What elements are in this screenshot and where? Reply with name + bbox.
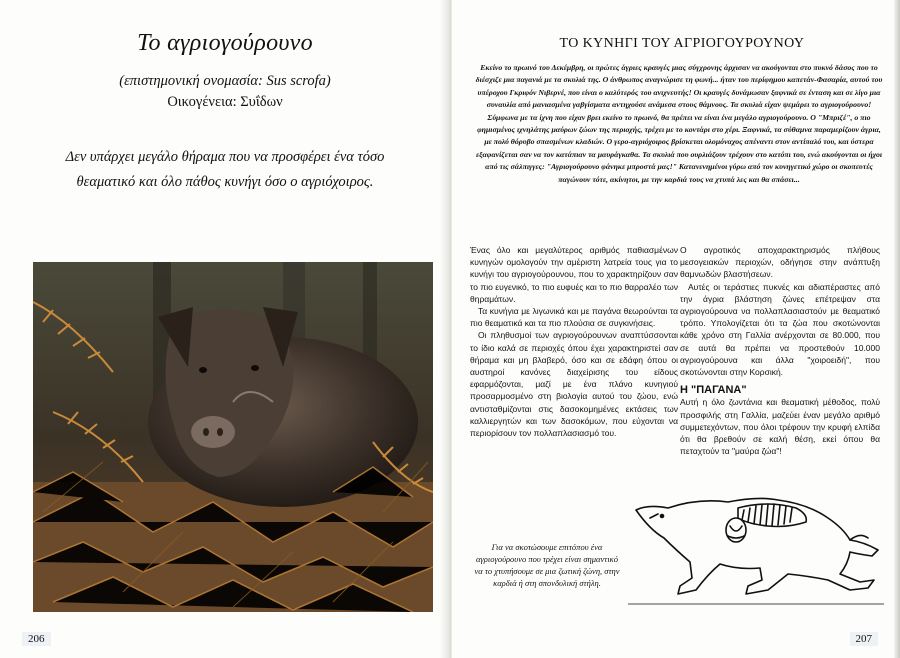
page-number-right: 207 [850,632,879,646]
boar-anatomy-drawing [628,478,884,608]
figure-caption: Για να σκοτώσουμε επιτόπου ένα αγριογούρουνο που τρέχει είναι σημαντικό να το χτυπήσουμε σε μια ζωτική ζώνη, στην καρδιά ή στη σπονδυλική στήλη. [474,542,620,588]
paragraph: Ο αγροτικός αποχαρακτηρισμός πλήθους μεσογειακών περιοχών, οδήγησε στην ανάπτυξη θαμνωδών βλαστήσεων. [680,245,880,280]
wild-boar-photo [33,262,433,612]
text-column-2 [680,244,880,457]
intro-paragraph: Εκείνο το πρωινό του Δεκέμβρη, οι πρώτες άγριες κραυγές μιας σύγχρονης άρχισαν να ακούγονται στο πυκνό δάσος που το διέσχιζε μια παγανιά με τα σκυλιά της. Ο άνθρωπος αναγνώρισε τη φωνή... ήταν του περίφημου καπετάν-Φασαρία, αυτού του υπέροχου Γκριφόν Νιβερνέ, που είναι ο καλύτερός του ανιχνευτής! Οι κραυγές δυνάμωσαν ξαφνικά σε ένταση και σε λίγο μια συναυλία από μανιασμένα γαβγίσματα αντηχούσε ανάμεσα στους θάμνους. Τα σκυλιά είχαν ψεμάρει το αγριογούρουνο! Σύμφωνα με τα ίχνη που είχαν βρει εκείνο το πρωινό, θα πρέπει να είναι ένα μεγάλο αγριογούρουνο. Ο "Μπριζέ", ο πιο φημισμένος ιχνηλάτης μαύρων ζώων της περιοχής, τρέχει με το κοντάρι στο χέρι. Ξαφνικά, τα σύθαμνα παραμερίζουν άγρια, με πολύ θόρυβο σπασμένων κλαδιών. Ο γερο-αγριόχοιρος βρίσκεται ολομόναχος απέναντι στον αντίπαλό του, και ύστερα εξαφανίζεται σαν να τον κατάπιαν τα μαυράγκαθα. Τα σκυλιά που ουρλιάζουν τρέχουν στο κατόπι του, ενώ ακούγονται οι ήχοι από τις σάλπιγγες: "Αγριογούρουνο φάνηκε μπροστά μας!" Κατανενημένοι γύρω από τον κυνηγετικό χώρο οι σκοπευτές παγώνουν τότε, ακίνητοι, με την καρδιά τους να χτυπά λες και θα σπάσει... [475,63,883,184]
paragraph: Οι πληθυσμοί των αγριογούρουνων αναπτύσσονται το ίδιο καλά σε περιοχές όπου έχει χαρακτηριστεί σαν θήραμα και μη βλαβερό, όσο και σε εδάφη όπου οι αυστηροί κανόνες διαχείρισης του είδους εφαρμόζονται, μαζί με ένα πλάνο κυνηγιού προσαρμοσμένο στη βιολογία αυτού του ζώου, ενώ αντισταθμίζονται στις δασοκομημένες εκτάσεις των καλλιεργητών και των δασοκόμων, που εύχονται να περιορίσουν τον πολλαπλασιασμό του. [470,330,678,439]
paragraph: Ένας όλο και μεγαλύτερος αριθμός παθιασμένων κυνηγών ομολογούν την αμέριστη λατρεία τους για το κυνήγι του αγριογούρουνου, που το χαρακτηρίζουν σαν το πιο ευγενικό, το πιο ευφυές και το πιο θαρραλέο των θηραμάτων. [470,245,678,304]
paragraph: Αυτές οι τεράστιες πυκνές και αδιαπέραστες από την άγρια βλάστηση ζώνες επέτρεψαν στα αγριογούρουνα να πολλαπλασιαστούν με θεαματικό τρόπο. Υπολογίζεται ότι τα ζώα που σκοτώνονται κάθε χρόνο στη Γαλλία ανέρχονται σε 80.000, που σε αυτά θα πρέπει να προστεθούν 10.000 αγριογούρουνα και άλλα "χοιροειδή", που σκοτώνονται στην Κορσική. [680,281,880,378]
left-page [0,0,448,658]
page-number-left: 206 [22,632,51,646]
paragraph: Αυτή η όλο ζωντάνια και θεαματική μέθοδος, πολύ προσφιλής στη Γαλλία, μαζεύει έναν μεγάλο αριθμό συμμετεχόντων, που όλοι τρέφουν την κρυφή ελπίδα ότι θα βρεθούν σε καλή θέση, εκεί όπου θα πεταχτούν τα "μαύρα ζώα"! [680,397,880,457]
page-edge [894,0,900,658]
pull-quote: Δεν υπάρχει μεγάλο θήραμα που να προσφέρει ένα τόσο θεαματικό και όλο πάθος κυνήγι όσο ο αγριόχοιρος. [65,149,385,190]
paragraph: Τα κυνήγια με λιγωνικά και με παγάνα θεωρούνται τα πιο θεαματικά και τα πιο πλούσια σε συγκινήσεις. [470,306,678,329]
right-page [452,0,900,658]
page-title: Το αγριογούρουνο [137,30,313,56]
family-name: Οικογένεια: Συΐδων [167,94,283,110]
text-column-1 [470,244,678,439]
subheading: Η "ΠΑΓΑΝΑ" [680,384,747,397]
section-heading: ΤΟ ΚΥΝΗΓΙ ΤΟΥ ΑΓΡΙΟΓΟΥΡΟΥΝΟΥ [559,36,805,51]
scientific-name: (επιστημονική ονομασία: Sus scrofa) [119,73,331,89]
